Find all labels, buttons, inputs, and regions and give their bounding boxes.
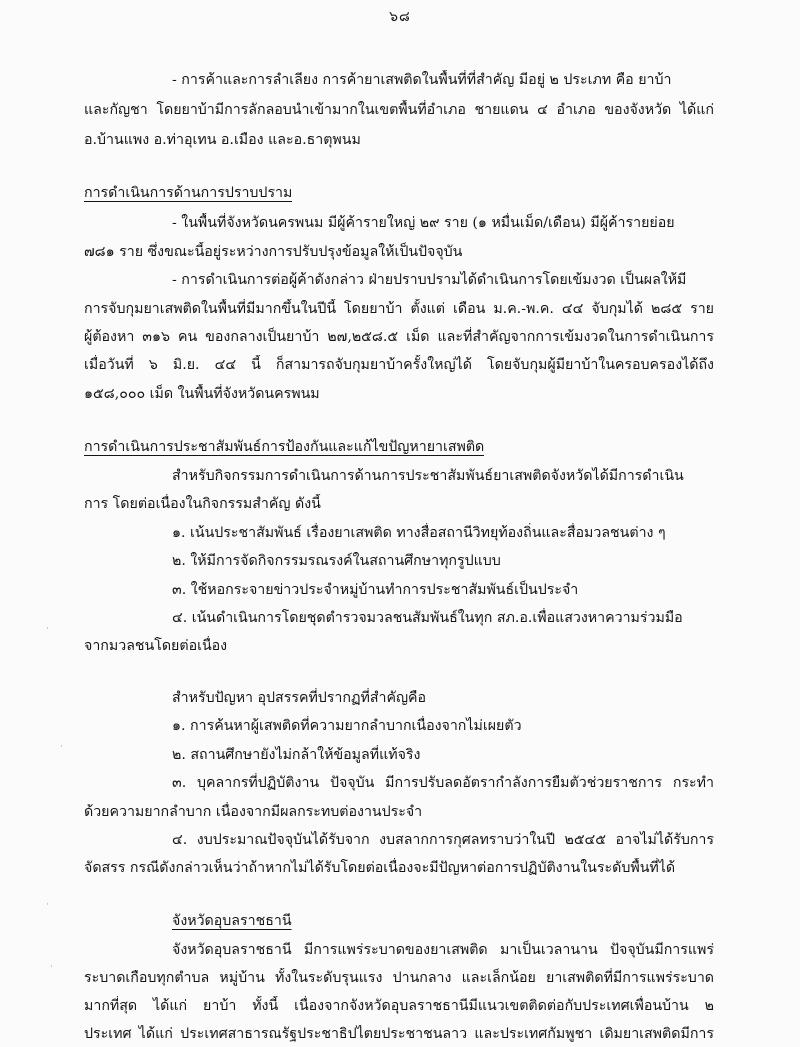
section-heading: การดำเนินการประชาสัมพันธ์การป้องกันและแก้ไขปัญหายาเสพติด bbox=[84, 439, 485, 455]
list-item: ๑. การค้นหาผู้เสพติดที่ความยากลำบากเนื่องจากไม่เผยตัว bbox=[172, 718, 522, 734]
text-line: สำหรับกิจกรรมการดำเนินการด้านการประชาสัมพันธ์ยาเสพติดจังหวัดได้มีการดำเนิน bbox=[172, 468, 684, 484]
section-heading: การดำเนินการด้านการปราบปราม bbox=[84, 185, 293, 201]
text-line: มากที่สุด ได้แก่ ยาบ้า ทั้งนี้ เนื่องจากจังหวัดอุบลราชธานีมีแนวเขตติดต่อกับประเทศเพื่อนบ้าน ๒ bbox=[84, 998, 714, 1014]
text-line: จากมวลชนโดยต่อเนื่อง bbox=[84, 638, 228, 654]
list-item: ๒. สถานศึกษายังไม่กล้าให้ข้อมูลที่แท้จริง bbox=[172, 747, 421, 763]
list-item: ๒. ให้มีการจัดกิจกรรมรณรงค์ในสถานศึกษาทุกรูปแบบ bbox=[172, 553, 501, 569]
text-line: ผู้ต้องหา ๓๑๖ คน ของกลางเป็นยาบ้า ๒๗,๒๕๘.๕ เม็ด และที่สำคัญจากการเข้มงวดในการดำเนินการ bbox=[84, 329, 714, 345]
text-line: ด้วยความยากลำบาก เนื่องจากมีผลกระทบต่องานประจำ bbox=[84, 804, 423, 820]
scan-speck: · bbox=[46, 624, 49, 634]
section-heading: จังหวัดอุบลราชธานี bbox=[172, 913, 292, 929]
text-line: - การดำเนินการต่อผู้ค้าดังกล่าว ฝ่ายปราบปรามได้ดำเนินการโดยเข้มงวด เป็นผลให้มี bbox=[172, 272, 687, 288]
scan-speck: · bbox=[46, 900, 49, 910]
text-line: ประเทศ ได้แก่ ประเทศสาธารณรัฐประชาธิปไตยประชาชนลาว และประเทศกัมพูชา เดิมยาเสพติดมีการ bbox=[84, 1026, 714, 1042]
text-line: - การค้าและการลำเลียง การค้ายาเสพติดในพื้นที่ที่สำคัญ มีอยู่ ๒ ประเภท คือ ยาบ้า bbox=[172, 72, 672, 88]
text-line: จัดสรร กรณีดังกล่าวเห็นว่าถ้าหากไม่ได้รับโดยต่อเนื่องจะมีปัญหาต่อการปฏิบัติงานในระดับพื้นที่ได้ bbox=[84, 860, 676, 876]
scan-speck: · bbox=[60, 742, 63, 752]
text-line: จังหวัดอุบลราชธานี มีการแพร่ระบาดของยาเสพติด มาเป็นเวลานาน ปัจจุบันมีการแพร่ bbox=[172, 942, 714, 958]
text-line: ระบาดเกือบทุกตำบล หมู่บ้าน ทั้งในระดับรุนแรง ปานกลาง และเล็กน้อย ยาเสพติดที่มีการแพร่ระบาด bbox=[84, 970, 714, 986]
text-line: - ในพื้นที่จังหวัดนครพนม มีผู้ค้ารายใหญ่ ๒๙ ราย (๑ หมื่นเม็ด/เดือน) มีผู้ค้ารายย่อย bbox=[172, 215, 675, 231]
list-item: ๓. บุคลากรที่ปฏิบัติงาน ปัจจุบัน มีการปรับลดอัตรากำลังการยืมตัวช่วยราชการ กระทำ bbox=[172, 775, 714, 791]
list-item: ๑. เน้นประชาสัมพันธ์ เรื่องยาเสพติด ทางสื่อสถานีวิทยุท้องถิ่นและสื่อมวลชนต่าง ๆ bbox=[172, 525, 666, 541]
text-line: อ.บ้านแพง อ.ท่าอุเทน อ.เมือง และอ.ธาตุพนม bbox=[84, 132, 361, 148]
text-line: การ โดยต่อเนื่องในกิจกรรมสำคัญ ดังนี้ bbox=[84, 496, 321, 512]
list-item: ๔. งบประมาณปัจจุบันได้รับจาก งบสลากการกุศลทราบว่าในปี ๒๕๔๕ อาจไม่ได้รับการ bbox=[172, 832, 714, 848]
text-line: สำหรับปัญหา อุปสรรคที่ปรากฏที่สำคัญคือ bbox=[172, 690, 427, 706]
list-item: ๓. ใช้หอกระจายข่าวประจำหมู่บ้านทำการประชาสัมพันธ์เป็นประจำ bbox=[172, 582, 579, 598]
text-line: เมื่อวันที่ ๖ มิ.ย. ๔๔ นี้ ก็สามารถจับกุมยาบ้าครั้งใหญ่ได้ โดยจับกุมผู้มียาบ้าในครอบครองได้ถึง bbox=[84, 357, 714, 373]
page-number: ๖๘ bbox=[389, 9, 411, 25]
text-line: และกัญชา โดยยาบ้ามีการลักลอบนำเข้ามากในเขตพื้นที่อำเภอ ชายแดน ๔ อำเภอ ของจังหวัด ได้แก่ bbox=[84, 102, 714, 118]
scan-speck: · bbox=[50, 962, 53, 972]
text-line: ๑๕๘,๐๐๐ เม็ด ในพื้นที่จังหวัดนครพนม bbox=[84, 386, 320, 402]
list-item: ๔. เน้นดำเนินการโดยชุดตำรวจมวลชนสัมพันธ์ในทุก สภ.อ.เพื่อแสวงหาความร่วมมือ bbox=[172, 610, 683, 626]
text-line: ๗๘๑ ราย ซึ่งขณะนี้อยู่ระหว่างการปรับปรุงข้อมูลให้เป็นปัจจุบัน bbox=[84, 244, 463, 260]
text-line: การจับกุมยาเสพติดในพื้นที่มีมากขึ้นในปีนี้ โดยยาบ้า ตั้งแต่ เดือน ม.ค.-พ.ค. ๔๔ จับกุมได้ ๒๘๕ ราย bbox=[84, 301, 714, 317]
